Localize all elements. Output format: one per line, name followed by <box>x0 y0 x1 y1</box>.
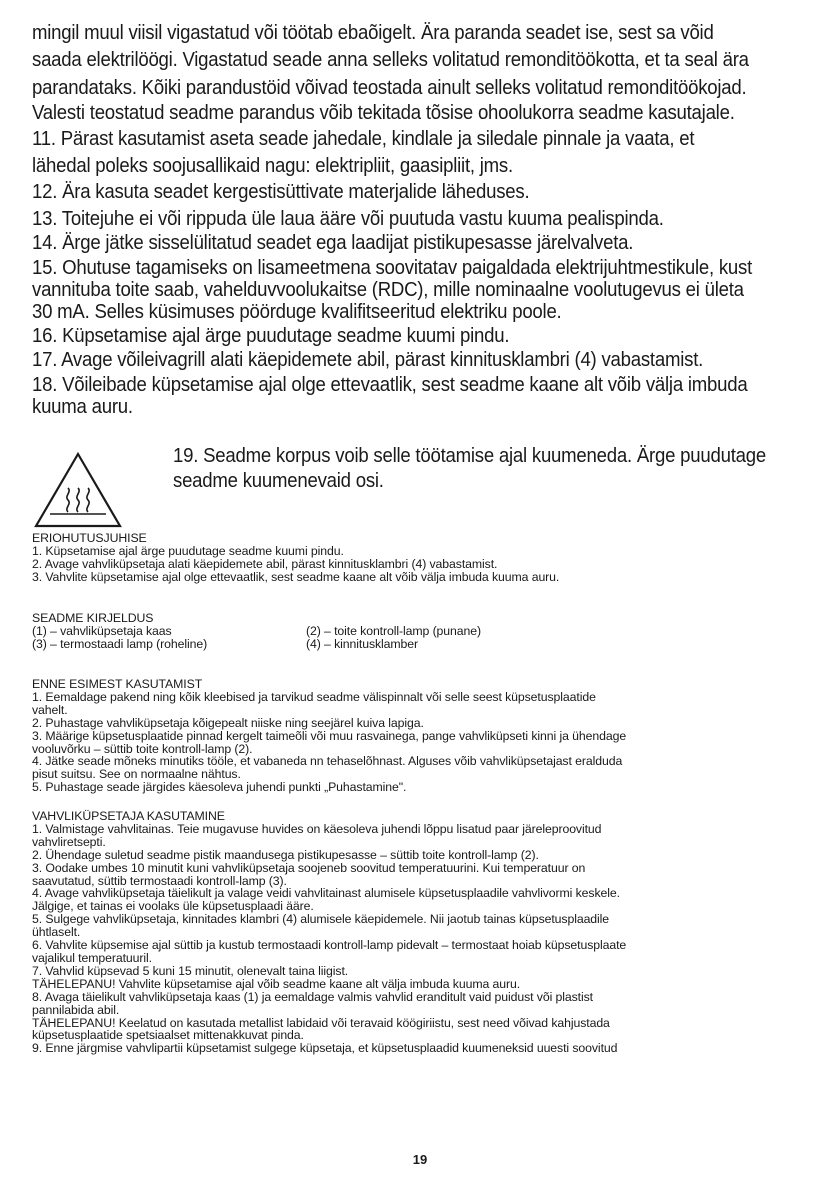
text-line: vooluvõrku – süttib toite kontroll-lamp (2). <box>32 741 253 756</box>
text-line: vahelt. <box>32 702 68 717</box>
text-line: 1. Eemaldage pakend ning kõik kleebised ja tarvikud seadme välispinnalt või selle seest küpsetusplaatide <box>32 689 596 704</box>
part-label: (2) – toite kontroll-lamp (punane) <box>306 623 481 638</box>
parts-row <box>32 625 816 638</box>
text-line: saada elektrilöögi. Vigastatud seade anna selleks volitatud remonditöökotta, et ta seal ära <box>32 49 749 72</box>
text-line: Valesti teostatud seadme parandus võib tekitada tõsise ohoolukorra seadme kasutajale. <box>32 102 735 125</box>
text-line: 2. Ühendage suletud seadme pistik maandusega pistikupesasse – süttib toite kontroll-lamp (2). <box>32 847 539 862</box>
part-label: (1) – vahvliküpsetaja kaas <box>32 623 172 638</box>
text-line: 5. Sulgege vahvliküpsetaja, kinnitades klambri (4) alumisele käepidemele. Nii jaotub tainas küpsetusplaadile <box>32 912 610 927</box>
section-kasutamine <box>32 810 816 1055</box>
section-title: ERIOHUTUSJUHISE <box>32 531 147 545</box>
page-number: 19 <box>412 1152 428 1167</box>
text-line: 6. Vahvlite küpsemise ajal süttib ja kustub termostaadi kontroll-lamp pidevalt – termostaat hoiab küpsetusplaate <box>32 938 627 953</box>
text-line: 12. Ära kasuta seadet kergestisüttivate materjalide läheduses. <box>32 181 530 204</box>
text-line: pisut suitsu. See on normaalne nähtus. <box>32 767 241 782</box>
text-line: TÄHELEPANU! Keelatud on kasutada metallist labidaid või teravaid köögiriistu, sest need võivad kahjustada <box>32 1015 610 1030</box>
text-line: mingil muul viisil vigastatud või töötab ebaõigelt. Ära paranda seadet ise, sest sa võid <box>32 22 714 44</box>
part-label: (4) – kinnitusklamber <box>306 636 419 651</box>
text-line: vahvliretsepti. <box>32 834 106 849</box>
section-seadme-kirjeldus <box>32 612 816 651</box>
text-line: 14. Ärge jätke sisselülitatud seadet ega laadijat pistikupesasse järelvalveta. <box>32 232 634 255</box>
text-line: 16. Küpsetamise ajal ärge puudutage seadme kuumi pindu. <box>32 324 510 347</box>
text-line: vannituba toite saab, vahelduvvoolukaitse (RDC), mille nominaalne voolutugevus ei ületa <box>32 279 744 302</box>
text-line: parandataks. Kõiki parandustöid võivad teostada ainult selleks volitatud remonditöökojad. <box>32 76 747 99</box>
text-line: 3. Määrige küpsetusplaatide pinnad kergelt taimeõli või muu rasvainega, pange vahvliküpseti kinni ja ühendage <box>32 728 627 743</box>
text-line: 3. Oodake umbes 10 minutit kuni vahvliküpsetaja soojeneb soovitud temperatuurini. Kui temperatuur on <box>32 860 586 875</box>
text-line: 18. Võileibade küpsetamise ajal olge ettevaatlik, sest seadme kaane alt võib välja imbuda <box>32 373 748 396</box>
text-line: kuuma auru. <box>32 396 133 419</box>
text-line: 17. Avage võileivagrill alati käepidemete abil, pärast kinnitusklambri (4) vabastamist. <box>32 349 704 372</box>
text-line: 9. Enne järgmise vahvlipartii küpsetamist sulgege küpsetaja, et küpsetusplaadid kuumeneksid uuesti soovitud <box>32 1041 618 1056</box>
text-line: 4. Avage vahvliküpsetaja täielikult ja valage veidi vahvlitainast alumisele küpsetusplaadile vahvlivormi keskele. <box>32 886 620 901</box>
hot-surface-warning-icon <box>32 450 124 530</box>
text-line: 3. Vahvlite küpsetamise ajal olge ettevaatlik, sest seadme kaane alt võib välja imbuda kuuma auru. <box>32 569 560 584</box>
text-line: 2. Avage vahvliküpsetaja alati käepidemete abil, pärast kinnitusklambri (4) vabastamist. <box>32 556 498 571</box>
parts-row <box>32 638 816 651</box>
text-line: lähedal poleks soojusallikaid nagu: elektripliit, gaasipliit, jms. <box>32 155 513 178</box>
text-line: 8. Avaga täielikult vahvliküpsetaja kaas (1) ja eemaldage valmis vahvlid eranditult vaid puidust või plastist <box>32 989 593 1004</box>
text-line: 7. Vahvlid küpsevad 5 kuni 15 minutit, olenevalt taina liigist. <box>32 963 349 978</box>
part-label: (3) – termostaadi lamp (roheline) <box>32 636 208 651</box>
text-line: vajalikul temperatuuril. <box>32 950 152 965</box>
text-line: 1. Valmistage vahvlitainas. Teie mugavuse huvides on käesoleva juhendi lõppu lisatud paar järeleproovitud <box>32 821 602 836</box>
section-title: ENNE ESIMEST KASUTAMIST <box>32 677 203 691</box>
text-line: 2. Puhastage vahvliküpsetaja kõigepealt niiske ning seejärel kuiva lapiga. <box>32 715 424 730</box>
safety-instructions <box>32 22 816 419</box>
hot-surface-warning <box>32 444 816 524</box>
text-line: küpsetusplaatide spetsiaalset mittenakkuvat pinda. <box>32 1028 304 1043</box>
section-title: VAHVLIKÜPSETAJA KASUTAMINE <box>32 809 225 823</box>
text-line: 1. Küpsetamise ajal ärge puudutage seadme kuumi pindu. <box>32 543 344 558</box>
text-line: 5. Puhastage seade järgides käesoleva juhendi punkti „Puhastamine". <box>32 780 407 795</box>
text-line: 15. Ohutuse tagamiseks on lisameetmena soovitatav paigaldada elektrijuhtmestikule, kust <box>32 256 753 279</box>
section-enne-esimest <box>32 678 816 794</box>
text-line: 11. Pärast kasutamist aseta seade jahedale, kindlale ja siledale pinnale ja vaata, et <box>32 127 695 150</box>
text-line: Jälgige, et tainas ei voolaks üle küpsetusplaadi ääre. <box>32 899 314 914</box>
section-erihoiatus <box>32 532 816 584</box>
text-line: 13. Toitejuhe ei või rippuda üle laua ääre või puutuda vastu kuuma pealispinda. <box>32 207 664 230</box>
text-line: pannilabida abil. <box>32 1002 120 1017</box>
section-title: SEADME KIRJELDUS <box>32 611 154 625</box>
text-line: 19. Seadme korpus voib selle töötamise ajal kuumeneda. Ärge puudutage <box>173 445 766 467</box>
text-line: seadme kuumenevaid osi. <box>173 470 384 492</box>
text-line: 30 mA. Selles küsimuses pöörduge kvalifitseeritud elektriku poole. <box>32 301 562 324</box>
warning-text <box>173 444 815 494</box>
text-line: 4. Jätke seade mõneks minutiks tööle, et vabaneda nn tehaselõhnast. Alguses võib vahvliküpsetajast eralduda <box>32 754 623 769</box>
text-line: saavutatud, süttib termostaadi kontroll-lamp (3). <box>32 873 287 888</box>
text-line: TÄHELEPANU! Vahvlite küpsetamise ajal võib seadme kaane alt välja imbuda kuuma auru. <box>32 976 521 991</box>
text-line: ühtlaselt. <box>32 925 81 940</box>
